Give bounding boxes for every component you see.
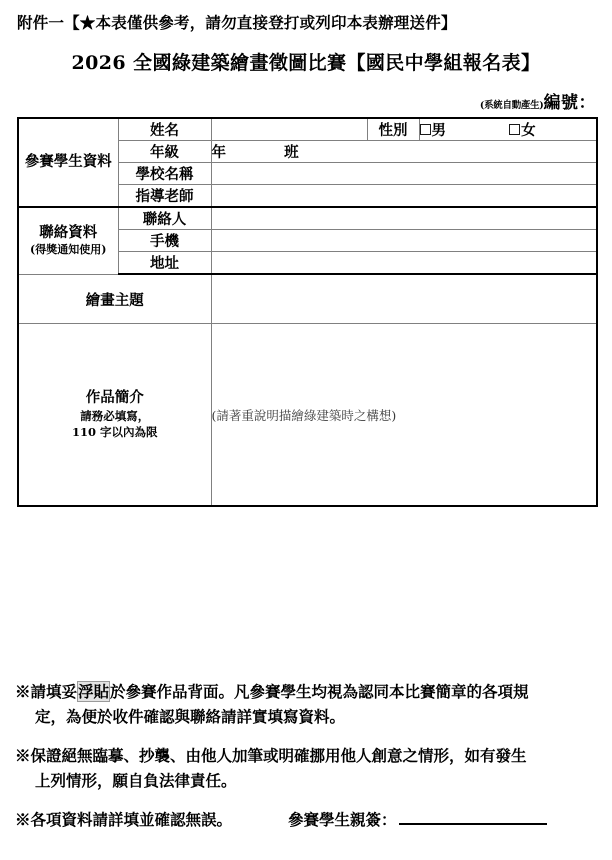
label-school: 學校名稱 — [118, 163, 211, 185]
grade-class-unit: 班 — [284, 144, 299, 161]
table-row-name — [18, 118, 597, 141]
field-gender-value[interactable] — [419, 118, 597, 141]
note2-line1: ※保證絕無臨摹、抄襲、由他人加筆或明確挪用他人創意之情形，如有發生 — [15, 746, 527, 766]
field-contact-person-value[interactable] — [211, 207, 597, 230]
page-title: 2026 全國綠建築繪畫徵圖比賽【國民中學組報名表】 — [71, 52, 541, 74]
field-name-value[interactable] — [211, 118, 367, 141]
field-address-value[interactable] — [211, 252, 597, 275]
label-theme: 繪畫主題 — [18, 274, 211, 324]
checkbox-female[interactable] — [509, 119, 536, 140]
note-item-1 — [15, 679, 600, 729]
note1-part1: ※請填妥 — [15, 682, 78, 701]
serial-number-row — [480, 88, 596, 113]
intro-placeholder-hint: (請著重說明描繪綠建築時之構想) — [211, 407, 397, 423]
note1-line2: 定，為便於收件確認與聯絡請詳實填寫資料。 — [35, 707, 346, 727]
label-address: 地址 — [118, 252, 211, 275]
label-contact-person: 聯絡人 — [118, 207, 211, 230]
serial-auto-note: (系統自動產生) — [479, 100, 544, 111]
section-label-student-text: 參賽學生資料 — [24, 153, 112, 171]
note-item-3 — [15, 807, 600, 832]
checkbox-female-label: 女 — [521, 122, 536, 139]
checkbox-male[interactable] — [420, 119, 447, 140]
note1-highlight: 浮貼 — [78, 682, 110, 701]
signature-label: 參賽學生親簽： — [288, 810, 397, 830]
note-item-2 — [15, 743, 600, 793]
footer-notes — [15, 679, 600, 833]
label-intro-text: 作品簡介 — [85, 388, 144, 406]
registration-form-table — [17, 117, 598, 507]
section-label-student — [18, 118, 118, 207]
grade-year-unit: 年 — [211, 144, 226, 161]
checkbox-female-box[interactable] — [509, 124, 520, 135]
field-mobile-value[interactable] — [211, 230, 597, 252]
field-teacher-value[interactable] — [211, 185, 597, 208]
table-row-contact-person — [18, 207, 597, 230]
attachment-note: 附件一【★本表僅供參考，請勿直接登打或列印本表辦理送件】 — [17, 13, 457, 32]
table-row-intro — [18, 324, 597, 507]
section-label-contact — [18, 207, 118, 274]
field-intro-value[interactable] — [211, 324, 597, 507]
table-row-theme — [18, 274, 597, 324]
note3-text: ※各項資料請詳填並確認無誤。 — [15, 810, 233, 830]
label-mobile: 手機 — [118, 230, 211, 252]
field-school-value[interactable] — [211, 163, 597, 185]
label-name: 姓名 — [118, 118, 211, 141]
serial-number-label: 編號： — [543, 93, 596, 113]
section-label-contact-text: 聯絡資料 — [39, 224, 98, 242]
label-intro-sub1: 請務必填寫， — [80, 409, 150, 424]
label-intro-sub2: 110 字以內為限 — [71, 424, 158, 439]
label-teacher: 指導老師 — [118, 185, 211, 208]
field-grade-value[interactable] — [211, 141, 597, 163]
note2-line2: 上列情形，願自負法律責任。 — [35, 771, 237, 791]
label-gender: 性別 — [367, 118, 419, 141]
label-intro — [18, 324, 211, 507]
signature-input-line[interactable] — [399, 809, 547, 825]
checkbox-male-box[interactable] — [420, 124, 431, 135]
field-theme-value[interactable] — [211, 274, 597, 324]
section-label-contact-sub: (得獎通知使用) — [30, 243, 107, 257]
note1-part2: 於參賽作品背面。凡參賽學生均視為認同本比賽簡章的各項規 — [110, 682, 529, 701]
signature-group — [288, 807, 547, 832]
label-grade: 年級 — [118, 141, 211, 163]
checkbox-male-label: 男 — [431, 122, 446, 139]
